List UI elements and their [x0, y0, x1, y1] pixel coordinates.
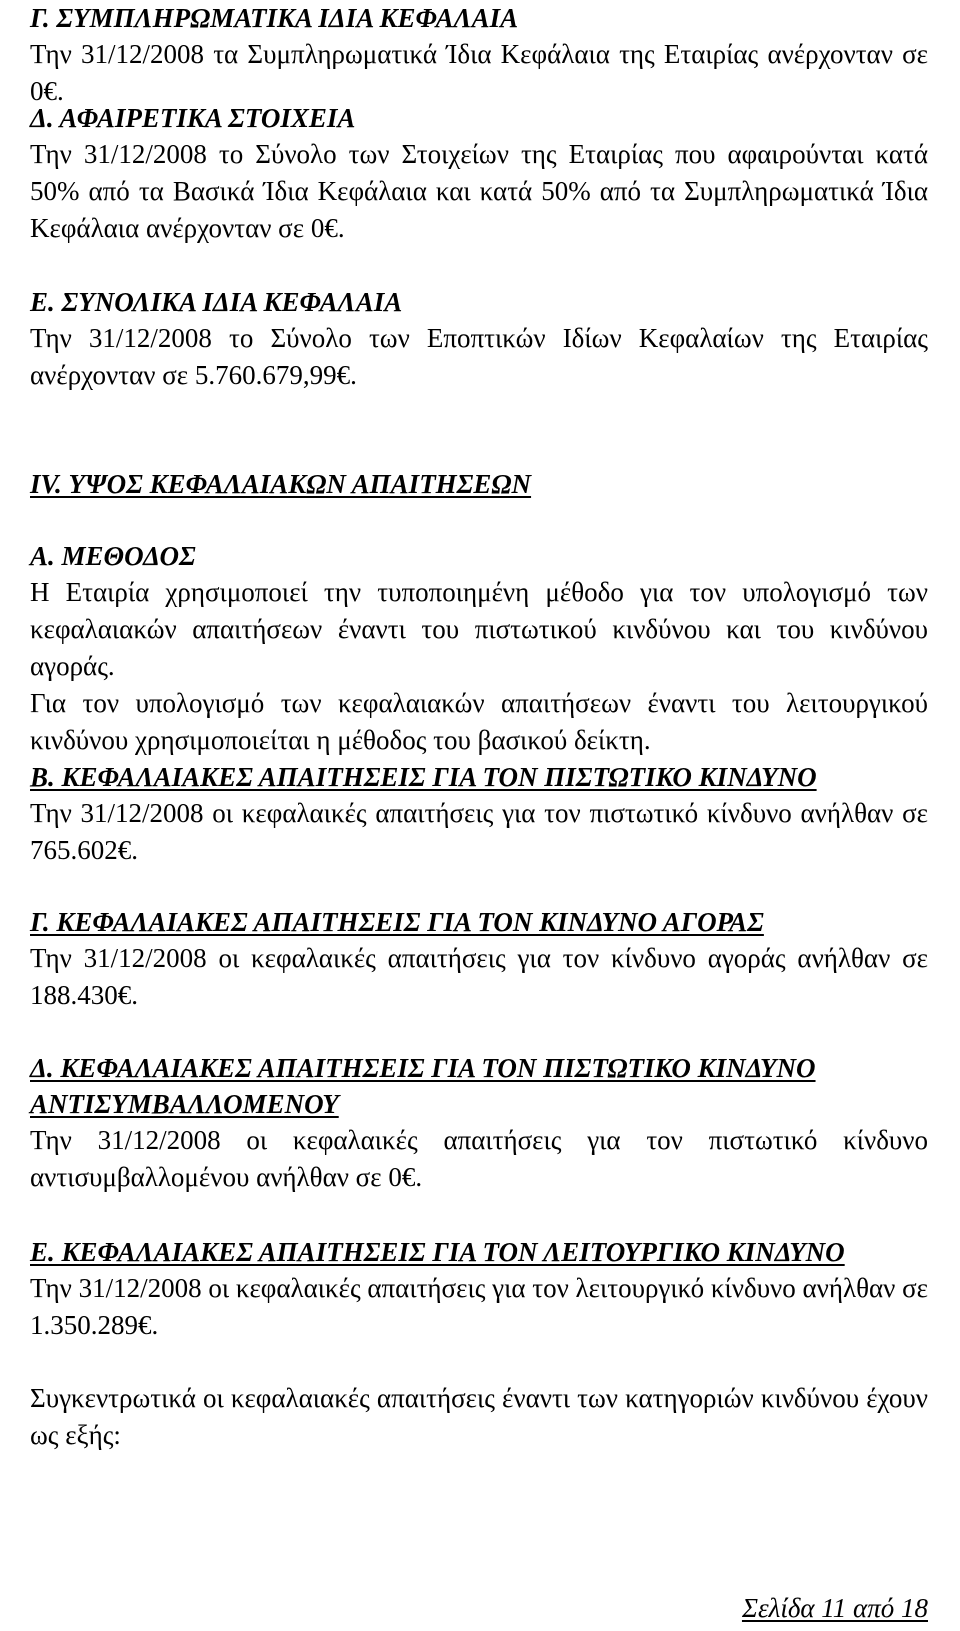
section-heading: Γ. ΣΥΜΠΛΗΡΩΜΑΤΙΚΑ ΙΔΙΑ ΚΕΦΑΛΑΙΑ — [30, 3, 519, 33]
section-text: Την 31/12/2008 το Σύνολο των Στοιχείων της Εταιρίας που αφαιρούνται κατά 50% από τα Βασικά Ίδια Κεφάλαια και κατά 50% από τα Συμπληρωματικά Ίδια Κεφάλαια ανέρχονταν σε 0€. — [30, 139, 928, 243]
section-text: Την 31/12/2008 οι κεφαλαικές απαιτήσεις για τον πιστωτικό κίνδυνο αντισυμβαλλομένου ανήλθαν σε 0€. — [30, 1125, 928, 1192]
section-method — [30, 538, 928, 759]
section-counterparty-risk-requirements — [30, 1050, 928, 1196]
section-text: Την 31/12/2008 οι κεφαλαικές απαιτήσεις για τον λειτουργικό κίνδυνο ανήλθαν σε 1.350.289€. — [30, 1273, 929, 1340]
section-text: Την 31/12/2008 οι κεφαλαικές απαιτήσεις για τον πιστωτικό κίνδυνο ανήλθαν σε 765.602€. — [30, 798, 928, 865]
section-text: Η Εταιρία χρησιμοποιεί την τυποποιημένη μέθοδο για τον υπολογισμό των κεφαλαιακών απαιτήσεων έναντι του πιστωτικού κινδύνου και του κινδύνου αγοράς. — [30, 577, 928, 681]
section-deductible-items — [30, 100, 928, 247]
section-capital-requirements-level — [30, 466, 928, 502]
summary-text: Συγκεντρωτικά οι κεφαλαιακές απαιτήσεις έναντι των κατηγοριών κινδύνου έχουν ως εξής: — [30, 1383, 928, 1450]
chapter-heading: IV. ΥΨΟΣ ΚΕΦΑΛΑΙΑΚΩΝ ΑΠΑΙΤΗΣΕΩΝ — [30, 469, 532, 499]
section-heading: Γ. ΚΕΦΑΛΑΙΑΚΕΣ ΑΠΑΙΤΗΣΕΙΣ ΓΙΑ ΤΟΝ ΚΙΝΔΥΝΟ ΑΓΟΡΑΣ — [30, 907, 764, 937]
section-heading: Β. ΚΕΦΑΛΑΙΑΚΕΣ ΑΠΑΙΤΗΣΕΙΣ ΓΙΑ ΤΟΝ ΠΙΣΤΩΤΙΚΟ ΚΙΝΔΥΝΟ — [30, 762, 817, 792]
section-market-risk-requirements — [30, 904, 928, 1014]
section-total-own-funds — [30, 284, 928, 394]
section-heading: Ε. ΚΕΦΑΛΑΙΑΚΕΣ ΑΠΑΙΤΗΣΕΙΣ ΓΙΑ ΤΟΝ ΛΕΙΤΟΥΡΓΙΚΟ ΚΙΝΔΥΝΟ — [30, 1237, 845, 1267]
section-summary — [30, 1380, 928, 1454]
section-heading: Δ. ΑΦΑΙΡΕΤΙΚΑ ΣΤΟΙΧΕΙΑ — [30, 103, 356, 133]
section-credit-risk-requirements — [30, 759, 928, 869]
section-heading: Ε. ΣΥΝΟΛΙΚΑ ΙΔΙΑ ΚΕΦΑΛΑΙΑ — [30, 287, 403, 317]
section-heading: Δ. ΚΕΦΑΛΑΙΑΚΕΣ ΑΠΑΙΤΗΣΕΙΣ ΓΙΑ ΤΟΝ ΠΙΣΤΩΤΙΚΟ ΚΙΝΔΥΝΟ ΑΝΤΙΣΥΜΒΑΛΛΟΜΕΝΟΥ — [30, 1053, 816, 1119]
page-number: Σελίδα 11 από 18 — [741, 1593, 928, 1623]
section-text: Την 31/12/2008 το Σύνολο των Εποπτικών Ιδίων Κεφαλαίων της Εταιρίας ανέρχονταν σε 5.760.679,99€. — [30, 323, 928, 390]
section-heading: Α. ΜΕΘΟΔΟΣ — [30, 541, 196, 571]
section-supplementary-own-funds — [30, 0, 928, 110]
section-text: Για τον υπολογισμό των κεφαλαιακών απαιτήσεων έναντι του λειτουργικού κινδύνου χρησιμοποιείται η μέθοδος του βασικού δείκτη. — [30, 688, 928, 755]
section-operational-risk-requirements — [30, 1234, 928, 1344]
section-text: Την 31/12/2008 τα Συμπληρωματικά Ίδια Κεφάλαια της Εταιρίας ανέρχονταν σε 0€. — [30, 39, 928, 106]
section-text: Την 31/12/2008 οι κεφαλαικές απαιτήσεις για τον κίνδυνο αγοράς ανήλθαν σε 188.430€. — [30, 943, 928, 1010]
